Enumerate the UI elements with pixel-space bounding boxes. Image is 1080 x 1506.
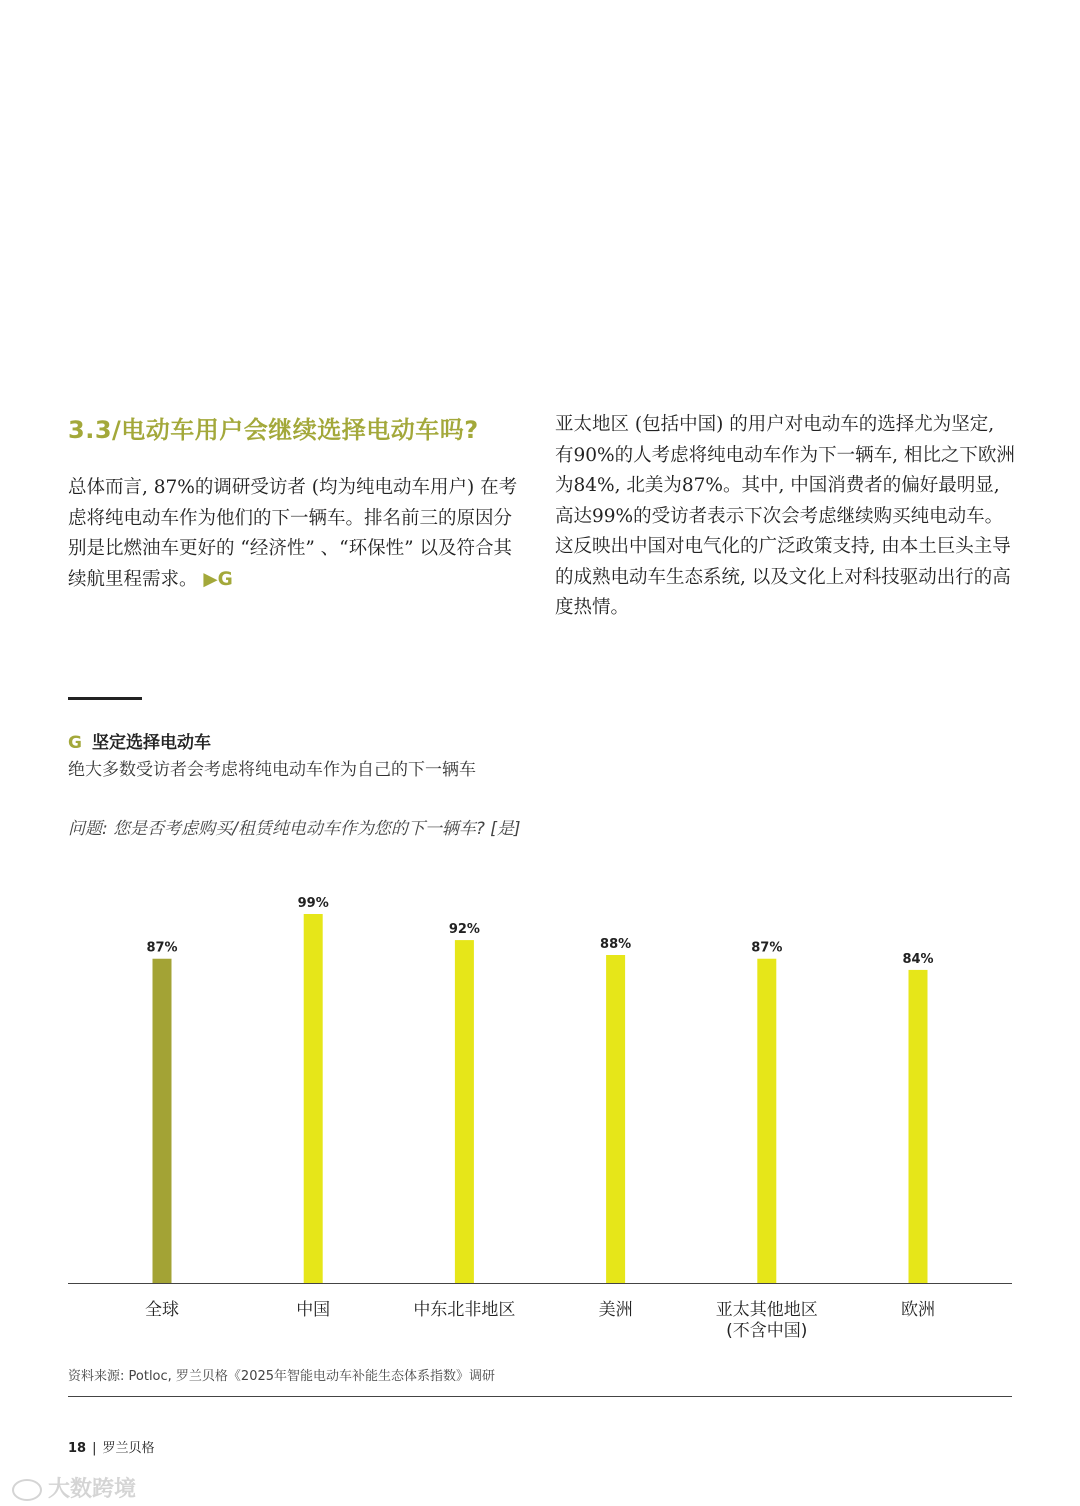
source-note: 资料来源: Potloc, 罗兰贝格《2025年智能电动车补能生态体系指数》调研 (68, 1369, 496, 1384)
category-label: 全球 (145, 1300, 179, 1320)
category-label: (不含中国) (726, 1321, 808, 1341)
bar-value-label: 99% (297, 896, 329, 911)
left-paragraph (68, 473, 530, 595)
watermark-text: 大数跨境 (48, 1477, 137, 1502)
page-number: 18 (68, 1441, 87, 1456)
bar-value-label: 87% (751, 940, 783, 956)
bar-value-label: 92% (448, 922, 480, 938)
footer-brand: 罗兰贝格 (102, 1441, 155, 1456)
bar-value-label: 84% (902, 951, 934, 967)
bar (153, 959, 172, 1283)
figure-subtitle: 绝大多数受访者会考虑将纯电动车作为自己的下一辆车 (68, 760, 476, 780)
footer-divider (68, 1396, 1012, 1397)
figure-title (68, 728, 211, 753)
figure-divider (68, 697, 142, 700)
bar (304, 914, 323, 1283)
section-title: 3.3/电动车用户会继续选择电动车吗? (68, 416, 479, 444)
watermark-logo-icon (12, 1479, 42, 1501)
category-label: 亚太其他地区 (715, 1300, 818, 1320)
bar-chart (68, 880, 1012, 1350)
figure-reference-link[interactable]: ▶G (203, 568, 233, 590)
left-paragraph-text: 总体而言, 87%的调研受访者 (均为纯电动车用户) 在考虑将纯电动车作为他们的下一辆车。排名前三的原因分别是比燃油车更好的 “经济性” 、“环保性” 以及符合其续航里程需求。 (68, 477, 518, 590)
category-label: 美洲 (598, 1300, 633, 1320)
page-footer: 18 | 罗兰贝格 (68, 1441, 155, 1456)
bar (455, 940, 474, 1283)
figure-title-text: 坚定选择电动车 (91, 733, 211, 753)
figure-letter: G (68, 733, 82, 753)
bar (606, 955, 625, 1283)
category-label: 中东北非地区 (413, 1300, 516, 1320)
bar (757, 959, 776, 1283)
bar (909, 970, 928, 1283)
category-label: 中国 (296, 1300, 331, 1320)
bar-value-label: 88% (600, 937, 632, 952)
category-label: 欧洲 (901, 1300, 935, 1320)
survey-question: 问题: 您是否考虑购买/租赁纯电动车作为您的下一辆车? [是] (68, 819, 521, 839)
bar-value-label: 87% (146, 940, 178, 956)
right-paragraph: 亚太地区 (包括中国) 的用户对电动车的选择尤为坚定, 有90%的人考虑将纯电动车作为下一辆车, 相比之下欧洲为84%, 北美为87%。其中, 中国消费者的偏好最明显, 高达99%的受访者表示下次会考虑继续购买纯电动车。这反映出中国对电气化的广泛政策支持, 由本土巨头主导的成熟电动车生态系统, 以及文化上对科技驱动出行的高度热情。 (555, 414, 1015, 618)
watermark (12, 1472, 136, 1503)
